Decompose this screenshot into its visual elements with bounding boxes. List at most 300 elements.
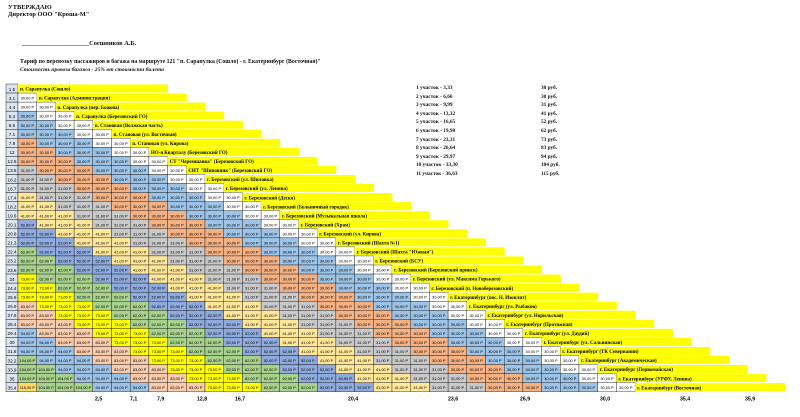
stop-label: СНТ "Шиповник" (Березовский ГО) <box>188 169 273 175</box>
fare-value: 30,00 Р <box>39 168 53 173</box>
fare-value: 30,00 Р <box>469 376 483 382</box>
fare-value: 30,00 Р <box>319 294 334 300</box>
section-label: 9 участок - 29,97 <box>416 153 456 160</box>
fare-value: 41,00 Р <box>338 358 352 364</box>
fare-value: 52,00 Р <box>151 294 165 300</box>
fare-value: 52,00 Р <box>132 294 147 300</box>
fare-value: 41,00 Р <box>20 213 35 219</box>
fare-value: 73,00 Р <box>132 339 147 345</box>
section-price: 52 руб. <box>541 119 558 126</box>
fare-value: 30,00 Р <box>338 285 352 291</box>
fare-value: 30,00 Р <box>301 231 315 237</box>
fare-value: 30,00 Р <box>226 195 240 201</box>
stop-label: г. Березовский (Шахта №1) <box>337 241 400 247</box>
fare-value: 31,00 Р <box>170 240 184 246</box>
fare-value: 62,00 Р <box>114 312 128 318</box>
fare-value: 31,00 Р <box>375 349 390 354</box>
fare-value: 31,00 Р <box>282 312 296 318</box>
fare-value: 30,00 Р <box>338 303 352 309</box>
fare-value: 30,00 Р <box>525 358 539 364</box>
section-label: 7 участок - 23,31 <box>416 136 456 143</box>
approve-heading: УТВЕРЖДАЮ <box>8 4 52 11</box>
fare-value: 30,00 Р <box>20 95 35 101</box>
fare-value: 73,00 Р <box>207 376 222 382</box>
fare-value: 30,00 Р <box>525 339 539 345</box>
fare-value: 30,00 Р <box>188 204 203 210</box>
fare-value: 41,00 Р <box>338 367 352 373</box>
fare-value: 52,00 Р <box>319 367 334 373</box>
fare-value: 30,00 Р <box>338 312 352 318</box>
section-label: 4 участок - 13,32 <box>416 110 456 117</box>
distance-value: 22.4 <box>7 249 17 255</box>
fare-value: 31,00 Р <box>226 267 240 273</box>
fare-value: 62,00 Р <box>114 303 128 309</box>
fare-value: 30,00 Р <box>413 321 427 327</box>
stop-label: СТ "Черемшанка" (Березовский ГО) <box>169 160 254 166</box>
fare-value: 83,00 Р <box>20 321 35 327</box>
fare-value: 30,00 Р <box>188 177 203 183</box>
fare-value: 83,00 Р <box>20 312 35 318</box>
fare-value: 31,00 Р <box>170 249 184 255</box>
fare-value: 30,00 Р <box>95 158 109 164</box>
fare-value: 73,00 Р <box>58 312 72 318</box>
fare-value: 30,00 Р <box>39 149 53 155</box>
fare-value: 83,00 Р <box>132 358 147 364</box>
fare-value: 30,00 Р <box>20 113 35 119</box>
stop-label: г. Березовский (п. Новоберезовский) <box>431 286 514 292</box>
fare-value: 30,00 Р <box>357 294 371 300</box>
fare-value: 94,00 Р <box>20 349 35 354</box>
fare-value: 30,00 Р <box>39 104 53 110</box>
fare-value: 104,00 Р <box>38 376 54 382</box>
fare-value: 30,00 Р <box>525 385 539 391</box>
fare-value: 30,00 Р <box>562 367 577 373</box>
fare-value: 31,00 Р <box>432 367 446 373</box>
fare-value: 94,00 Р <box>58 358 72 364</box>
bottom-distance: 23,6 <box>448 396 459 403</box>
fare-value: 52,00 Р <box>226 321 240 327</box>
fare-value: 83,00 Р <box>95 358 109 364</box>
fare-value: 30,00 Р <box>245 240 259 246</box>
distance-value: 17.4 <box>7 195 17 201</box>
fare-value: 31,00 Р <box>375 358 390 364</box>
fare-value: 73,00 Р <box>76 312 91 318</box>
fare-value: 30,00 Р <box>375 303 390 309</box>
fare-value: 41,00 Р <box>375 376 390 382</box>
fare-value: 30,00 Р <box>76 122 91 128</box>
fare-value: 30,00 Р <box>319 258 334 264</box>
fare-value: 30,00 Р <box>394 339 409 345</box>
fare-value: 83,00 Р <box>95 339 109 345</box>
fare-value: 41,00 Р <box>170 285 184 291</box>
fare-value: 94,00 Р <box>76 376 91 382</box>
fare-value: 62,00 Р <box>58 285 72 291</box>
fare-value: 41,00 Р <box>58 222 72 228</box>
fare-value: 94,00 Р <box>76 367 91 373</box>
fare-value: 30,00 Р <box>282 267 296 273</box>
fare-value: 41,00 Р <box>375 385 390 391</box>
fare-value: 30,00 Р <box>469 312 483 318</box>
fare-value: 30,00 Р <box>544 367 558 373</box>
fare-value: 83,00 Р <box>151 367 165 373</box>
fare-value: 30,00 Р <box>263 213 278 219</box>
fare-value: 31,00 Р <box>432 385 446 391</box>
distance-value: 27.6 <box>7 313 17 318</box>
fare-value: 31,00 Р <box>263 294 278 300</box>
fare-value: 31,00 Р <box>170 258 184 264</box>
fare-value: 30,00 Р <box>95 168 109 173</box>
stop-label: г. Березовский (Храм) <box>300 223 351 229</box>
distance-value: 7.9 <box>8 141 16 147</box>
fare-value: 73,00 Р <box>132 349 147 354</box>
fare-value: 30,00 Р <box>226 249 240 255</box>
fare-value: 73,00 Р <box>76 303 91 309</box>
fare-value: 52,00 Р <box>170 294 184 300</box>
fare-value: 52,00 Р <box>76 267 91 273</box>
fare-value: 30,00 Р <box>432 339 446 345</box>
distance-value: 12.5 <box>7 159 17 165</box>
distance-value: 35.4 <box>7 385 17 391</box>
fare-value: 30,00 Р <box>207 249 222 255</box>
fare-value: 30,00 Р <box>282 231 296 237</box>
fare-value: 30,00 Р <box>413 294 427 300</box>
fare-value: 30,00 Р <box>432 349 446 354</box>
section-price: 73 руб. <box>541 136 558 143</box>
fare-value: 30,00 Р <box>207 231 222 237</box>
distance-value: 16.2 <box>7 177 17 183</box>
fare-value: 73,00 Р <box>76 321 91 327</box>
fare-value: 30,00 Р <box>488 339 502 345</box>
fare-value: 41,00 Р <box>375 367 390 373</box>
fare-value: 62,00 Р <box>226 367 240 373</box>
fare-value: 31,00 Р <box>301 303 315 309</box>
fare-value: 30,00 Р <box>450 303 465 309</box>
fare-value: 30,00 Р <box>207 240 222 246</box>
fare-value: 30,00 Р <box>76 140 91 146</box>
distance-value: 24.4 <box>7 285 17 291</box>
fare-value: 30,00 Р <box>132 158 147 164</box>
fare-value: 31,00 Р <box>319 330 334 336</box>
fare-value: 62,00 Р <box>58 276 72 282</box>
fare-value: 73,00 Р <box>207 367 222 373</box>
distance-value: 25.9 <box>7 294 17 300</box>
distance-value: 12 <box>9 150 15 156</box>
fare-value: 30,00 Р <box>282 249 296 255</box>
fare-value: 30,00 Р <box>375 330 390 336</box>
fare-value: 73,00 Р <box>95 330 109 336</box>
fare-value: 52,00 Р <box>282 349 296 354</box>
distance-value: 20.1 <box>7 222 17 228</box>
fare-value: 41,00 Р <box>263 321 278 327</box>
bottom-distance: 35,4 <box>680 396 691 403</box>
fare-value: 41,00 Р <box>263 312 278 318</box>
fare-value: 73,00 Р <box>188 358 203 364</box>
fare-value: 30,00 Р <box>562 358 577 364</box>
fare-value: 31,00 Р <box>76 204 91 210</box>
fare-value: 31,00 Р <box>95 204 109 210</box>
fare-value: 30,00 Р <box>488 385 502 391</box>
stop-label: г. Екатеринбург (ул. Даудий) <box>524 332 590 337</box>
fare-value: 94,00 Р <box>95 367 109 373</box>
fare-value: 30,00 Р <box>132 168 147 173</box>
fare-value: 30,00 Р <box>319 285 334 291</box>
fare-value: 30,00 Р <box>525 349 539 354</box>
fare-value: 30,00 Р <box>58 149 72 155</box>
fare-value: 73,00 Р <box>114 321 128 327</box>
fare-value: 30,00 Р <box>20 104 35 110</box>
fare-value: 41,00 Р <box>95 231 109 237</box>
fare-value: 30,00 Р <box>469 367 483 373</box>
fare-value: 52,00 Р <box>282 358 296 364</box>
fare-value: 31,00 Р <box>245 294 259 300</box>
fare-value: 30,00 Р <box>39 158 53 164</box>
distance-value: 13.5 <box>7 168 17 174</box>
fare-value: 30,00 Р <box>132 204 147 210</box>
fare-value: 41,00 Р <box>76 222 91 228</box>
fare-value: 73,00 Р <box>114 330 128 336</box>
stop-label: г. Екатеринбург (Восточная) <box>637 386 702 392</box>
fare-value: 41,00 Р <box>245 321 259 327</box>
fare-value: 31,00 Р <box>76 213 91 219</box>
fare-value: 30,00 Р <box>114 158 128 164</box>
fare-value: 30,00 Р <box>58 177 72 183</box>
fare-value: 30,00 Р <box>338 267 352 273</box>
fare-value: 30,00 Р <box>114 168 128 173</box>
fare-value: 30,00 Р <box>132 186 147 192</box>
distance-value: 23.2 <box>7 258 17 264</box>
fare-value: 52,00 Р <box>58 249 72 255</box>
fare-value: 52,00 Р <box>226 339 240 345</box>
fare-value: 30,00 Р <box>488 358 502 364</box>
fare-value: 30,00 Р <box>450 330 465 336</box>
fare-value: 41,00 Р <box>301 339 315 345</box>
fare-value: 31,00 Р <box>301 321 315 327</box>
fare-value: 52,00 Р <box>357 385 371 391</box>
distance-value: 18.2 <box>7 204 17 210</box>
fare-value: 41,00 Р <box>413 385 427 391</box>
fare-value: 52,00 Р <box>170 312 184 318</box>
fare-value: 30,00 Р <box>39 131 53 137</box>
fare-value: 41,00 Р <box>301 330 315 336</box>
fare-value: 41,00 Р <box>301 349 315 354</box>
fare-value: 52,00 Р <box>76 249 91 255</box>
fare-value: 30,00 Р <box>301 258 315 264</box>
distance-value: 26.9 <box>7 303 17 309</box>
stop-label: г. Березовский (Больничный городок) <box>263 205 349 211</box>
fare-value: 94,00 Р <box>39 339 53 345</box>
distance-value: 33.9 <box>7 367 17 373</box>
fare-value: 41,00 Р <box>151 267 165 273</box>
stop-label: г. Березовский (БСУ) <box>375 259 424 265</box>
stop-label: п. Сарапулка (пер. Божова) <box>57 105 120 111</box>
fare-value: 31,00 Р <box>58 186 72 192</box>
fare-value: 52,00 Р <box>188 303 203 309</box>
fare-value: 30,00 Р <box>319 276 334 282</box>
fare-value: 73,00 Р <box>58 294 72 300</box>
fare-value: 62,00 Р <box>95 303 109 309</box>
fare-value: 30,00 Р <box>282 240 296 246</box>
stop-label: г. Екатеринбург (Первомайская) <box>599 368 674 374</box>
fare-value: 30,00 Р <box>20 140 35 146</box>
fare-value: 30,00 Р <box>319 240 334 246</box>
fare-value: 41,00 Р <box>170 276 184 282</box>
fare-value: 83,00 Р <box>39 330 53 336</box>
fare-value: 30,00 Р <box>506 339 521 345</box>
fare-value: 30,00 Р <box>488 349 502 354</box>
fare-value: 30,00 Р <box>581 376 596 382</box>
fare-value: 30,00 Р <box>20 122 35 128</box>
fare-value: 83,00 Р <box>114 358 128 364</box>
stop-label: г. Березовский (ул. Ленина) <box>225 187 288 193</box>
fare-value: 41,00 Р <box>132 267 147 273</box>
fare-value: 30,00 Р <box>151 195 165 201</box>
fare-value: 30,00 Р <box>319 267 334 273</box>
fare-value: 52,00 Р <box>151 285 165 291</box>
section-price: 30 руб. <box>541 93 558 100</box>
distance-value: 24 <box>9 276 15 282</box>
fare-value: 41,00 Р <box>39 222 53 228</box>
fare-value: 30,00 Р <box>58 158 72 164</box>
fare-value: 30,00 Р <box>432 330 446 336</box>
fare-value: 31,00 Р <box>245 276 259 282</box>
fare-value: 30,00 Р <box>245 258 259 264</box>
fare-value: 30,00 Р <box>58 168 72 173</box>
fare-value: 31,00 Р <box>469 385 483 391</box>
fare-value: 41,00 Р <box>207 285 222 291</box>
fare-value: 31,00 Р <box>39 195 53 201</box>
fare-value: 30,00 Р <box>151 186 165 192</box>
fare-value: 41,00 Р <box>338 349 352 354</box>
fare-value: 31,00 Р <box>39 186 53 192</box>
fare-value: 62,00 Р <box>282 385 296 391</box>
fare-value: 83,00 Р <box>114 367 128 373</box>
fare-value: 30,00 Р <box>245 204 259 210</box>
distance-value: 5.3 <box>8 113 16 119</box>
fare-value: 30,00 Р <box>506 349 521 354</box>
fare-value: 30,00 Р <box>413 303 427 309</box>
fare-value: 30,00 Р <box>170 231 184 237</box>
fare-value: 52,00 Р <box>245 339 259 345</box>
fare-value: 41,00 Р <box>58 213 72 219</box>
fare-value: 104,00 Р <box>19 367 36 373</box>
fare-value: 94,00 Р <box>114 385 128 391</box>
fare-value: 30,00 Р <box>413 312 427 318</box>
fare-value: 41,00 Р <box>282 339 296 345</box>
fare-value: 30,00 Р <box>357 258 371 264</box>
fare-value: 30,00 Р <box>188 240 203 246</box>
fare-value: 73,00 Р <box>151 349 165 354</box>
fare-value: 31,00 Р <box>394 358 409 364</box>
fare-value: 30,00 Р <box>39 122 53 128</box>
fare-value: 31,00 Р <box>413 358 427 364</box>
bottom-distance: 2,5 <box>95 396 103 403</box>
fare-value: 41,00 Р <box>170 267 184 273</box>
fare-value: 41,00 Р <box>263 330 278 336</box>
fare-value: 73,00 Р <box>20 276 35 282</box>
fare-value: 62,00 Р <box>226 349 240 354</box>
fare-value: 62,00 Р <box>132 312 147 318</box>
fare-value: 30,00 Р <box>151 158 165 164</box>
fare-value: 41,00 Р <box>357 376 371 382</box>
fare-value: 41,00 Р <box>319 339 334 345</box>
fare-value: 30,00 Р <box>450 367 465 373</box>
fare-value: 30,00 Р <box>151 177 165 183</box>
fare-value: 52,00 Р <box>338 385 352 391</box>
fare-value: 30,00 Р <box>394 285 409 291</box>
baggage-note: Стоимость провоза багажа - 25% от стоимости билета <box>20 67 164 73</box>
distance-value: 23.6 <box>7 267 17 273</box>
fare-value: 31,00 Р <box>20 177 35 183</box>
fare-value: 73,00 Р <box>20 285 35 291</box>
fare-value: 30,00 Р <box>506 376 521 382</box>
fare-value: 73,00 Р <box>226 376 240 382</box>
fare-value: 62,00 Р <box>245 367 259 373</box>
fare-value: 73,00 Р <box>20 294 35 300</box>
section-price: 83 руб. <box>541 145 558 152</box>
fare-value: 30,00 Р <box>207 213 222 219</box>
section-price: 62 руб. <box>541 128 558 134</box>
fare-value: 41,00 Р <box>114 249 128 255</box>
fare-value: 52,00 Р <box>282 367 296 373</box>
fare-value: 62,00 Р <box>207 358 222 364</box>
fare-value: 115,00 Р <box>19 385 35 391</box>
fare-value: 62,00 Р <box>39 258 53 264</box>
fare-value: 30,00 Р <box>282 222 296 228</box>
fare-value: 30,00 Р <box>58 131 72 137</box>
fare-value: 30,00 Р <box>245 249 259 255</box>
fare-value: 30,00 Р <box>226 222 240 228</box>
bottom-distance: 35,9 <box>745 396 756 403</box>
fare-value: 31,00 Р <box>132 240 147 246</box>
fare-value: 30,00 Р <box>151 213 165 219</box>
fare-value: 30,00 Р <box>170 204 184 210</box>
fare-value: 31,00 Р <box>207 267 222 273</box>
stop-label: г. Екатеринбург (Протяжная) <box>506 322 573 328</box>
fare-value: 30,00 Р <box>132 213 147 219</box>
fare-value: 30,00 Р <box>114 177 128 183</box>
fare-value: 30,00 Р <box>432 294 446 300</box>
fare-value: 104,00 Р <box>38 385 54 391</box>
stop-label: г. Березовский (ул. Шиловка) <box>207 178 274 184</box>
stop-label: г. Березовский (ул. Кирова) <box>319 232 382 238</box>
fare-value: 83,00 Р <box>58 321 72 327</box>
fare-value: 30,00 Р <box>20 149 35 155</box>
fare-value: 52,00 Р <box>151 303 165 309</box>
fare-value: 104,00 Р <box>75 385 92 391</box>
fare-value: 94,00 Р <box>76 358 91 364</box>
fare-value: 31,00 Р <box>394 367 409 373</box>
fare-value: 31,00 Р <box>58 204 72 210</box>
fare-value: 73,00 Р <box>95 321 109 327</box>
fare-value: 41,00 Р <box>226 303 240 309</box>
fare-value: 104,00 Р <box>38 367 54 373</box>
distance-value: 21.3 <box>7 240 17 246</box>
section-price: 30 руб. <box>541 85 558 91</box>
stop-label: п. Становая (ул. Восточная) <box>113 132 177 138</box>
bottom-distance: 20,4 <box>348 396 359 403</box>
fare-value: 41,00 Р <box>132 249 147 255</box>
fare-value: 31,00 Р <box>319 321 334 327</box>
fare-value: 30,00 Р <box>301 294 315 300</box>
distance-value: 4.4 <box>8 104 16 110</box>
fare-value: 31,00 Р <box>413 376 427 382</box>
fare-value: 41,00 Р <box>282 321 296 327</box>
fare-value: 30,00 Р <box>544 376 558 382</box>
fare-value: 31,00 Р <box>207 276 222 282</box>
distance-value: 6.5 <box>8 122 16 128</box>
fare-value: 31,00 Р <box>188 267 203 273</box>
fare-value: 30,00 Р <box>188 195 203 201</box>
